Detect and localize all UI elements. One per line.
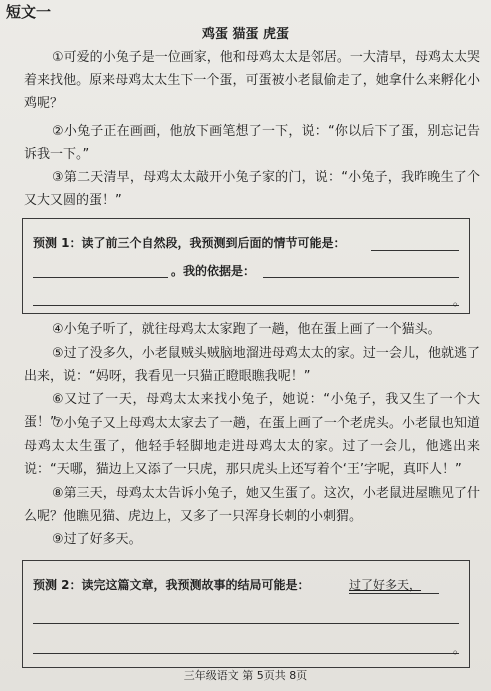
prediction-1-basis-label: 。我的依据是： (171, 264, 256, 278)
prediction-1-prompt: 预测 1：读了前三个自然段，我预测到后面的情节可能是： (33, 236, 346, 250)
prediction-2-prompt: 预测 2：读完这篇文章，我预测故事的结局可能是： (33, 578, 310, 592)
prediction-1-end-mark: 。 (453, 294, 466, 308)
prediction-1-basis-line-2[interactable] (33, 305, 459, 306)
prediction-2-box (22, 560, 470, 668)
prediction-1-box (22, 218, 470, 314)
prediction-2-answer-line-2[interactable] (33, 623, 459, 624)
story-title: 鸡蛋 猫蛋 虎蛋 (201, 27, 290, 42)
paragraph-8: ⑧第三天，母鸡太太告诉小兔子，她又生蛋了。这次，小老鼠进屋瞧见了什么呢？他瞧见猫、虎边上，又多了一只浑身长刺的小刺猬。 (24, 486, 480, 524)
paragraph-1: ①可爱的小兔子是一位画家，他和母鸡太太是邻居。一大清早，母鸡太太哭着来找他。原来母鸡太太生下一个蛋，可蛋被小老鼠偷走了，她拿什么来孵化小鸡呢？ (24, 50, 480, 111)
section-label: 短文一 (6, 3, 52, 21)
prediction-1-basis-line[interactable] (263, 277, 459, 278)
prediction-1-answer-line[interactable] (371, 250, 459, 251)
paragraph-5: ⑤过了没多久，小老鼠贼头贼脑地溜进母鸡太太的家。过一会儿，他就逃了出来，说：“妈呀，我看见一只猫正瞪眼瞧我呢！” (24, 346, 480, 384)
prediction-2-answer-line-3[interactable] (33, 653, 459, 654)
prediction-2-answer[interactable]: 过了好多天， (349, 578, 422, 592)
paragraph-4: ④小兔子听了，就往母鸡太太家跑了一趟，他在蛋上画了一个猫头。 (52, 322, 441, 337)
prediction-2-answer-line[interactable] (349, 593, 439, 594)
paragraph-9: ⑨过了好多天。 (52, 532, 142, 547)
prediction-2-end-mark: 。 (453, 642, 466, 656)
page-footer: 三年级语文 第 5页共 8页 (183, 669, 308, 682)
paragraph-6: ⑥又过了一天，母鸡太太来找小兔子，她说：“小兔子，我又生了一个大蛋！” (24, 392, 480, 430)
paragraph-3: ③第二天清早，母鸡太太敲开小兔子家的门，说：“小兔子，我昨晚生了个又大又圆的蛋！” (24, 170, 480, 208)
prediction-1-answer-line-2[interactable] (33, 277, 168, 278)
paragraph-7: ⑦小兔子又上母鸡太太家去了一趟，在蛋上画了一个老虎头。小老鼠也知道母鸡太太生蛋了，他轻手轻脚地走进母鸡太太的家。过了一会儿，他逃出来说：“天哪，猫边上又添了一只虎，那只虎头上还写着个‘王’字呢，真吓人！” (24, 416, 480, 477)
paragraph-2: ②小兔子正在画画，他放下画笔想了一下，说：“你以后下了蛋，别忘记告诉我一下。” (24, 124, 480, 162)
